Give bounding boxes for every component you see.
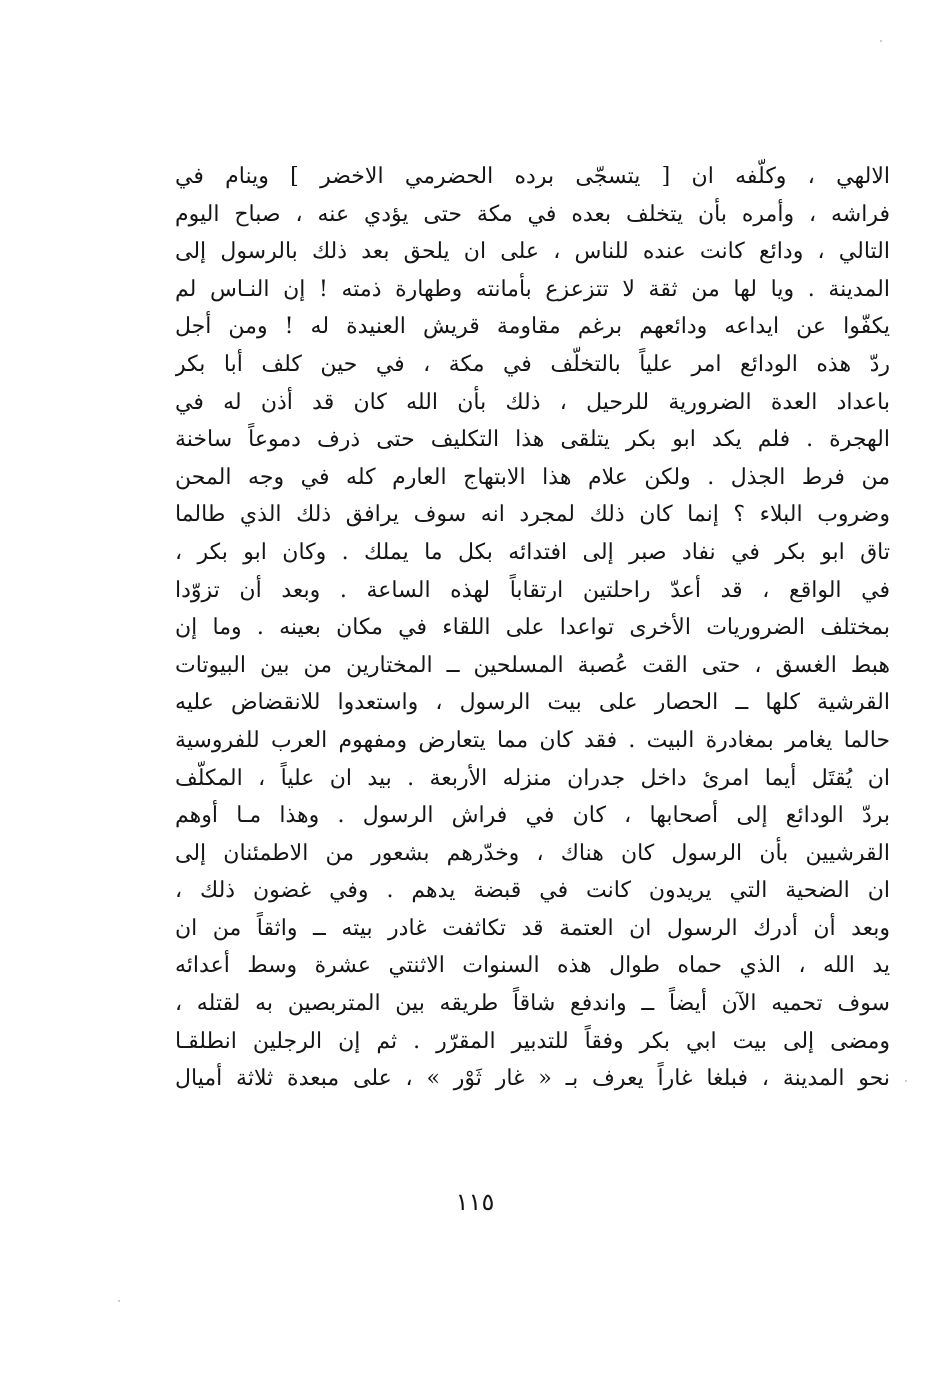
- scan-speck: [880, 40, 882, 42]
- text-line: ان يُقتَل أيما امرئ داخل جدران منزله الأربعة . بيد ان علياً ، المكلّف: [175, 765, 890, 791]
- text-line: وضروب البلاء ؟ إنما كان ذلك لمجرد انه سوف يرافق ذلك الذي طالما: [175, 502, 890, 528]
- scan-speck: [118, 1300, 120, 1302]
- text-line: سوف تحميه الآن أيضاً ــ واندفع شاقاً طريقه بين المتربصين به لقتله ،: [175, 991, 890, 1017]
- text-line: بمختلف الضروريات الأخرى تواعدا على اللقاء في مكان بعينه . وما إن: [175, 615, 890, 641]
- text-line: باعداد العدة الضرورية للرحيل ، ذلك بأن الله كان قد أذن له في: [175, 389, 890, 415]
- text-line: وبعد أن أدرك الرسول ان العتمة قد تكاثفت غادر بيته ــ واثقاً من ان: [175, 915, 890, 941]
- text-line: فراشه ، وأمره بأن يتخلف بعده في مكة حتى يؤدي عنه ، صباح اليوم: [175, 201, 890, 227]
- text-line: القرشيين بأن الرسول كان هناك ، وخدّرهم بشعور من الاطمئنان إلى: [175, 840, 890, 866]
- text-line: الهجرة . فلم يكد ابو بكر يتلقى هذا التكليف حتى ذرف دموعاً ساخنة: [175, 427, 890, 453]
- text-line: من فرط الجذل . ولكن علام هذا الابتهاج العارم كله في وجه المحن: [175, 464, 890, 490]
- text-line: ان الضحية التي يريدون كانت في قبضة يدهم . وفي غضون ذلك ،: [175, 878, 890, 904]
- text-line: الالهي ، وكلّفه ان [ يتسجّى برده الحضرمي الاخضر ] وينام في: [175, 164, 890, 189]
- text-line: القرشية كلها ــ الحصار على بيت الرسول ، واستعدوا للانقضاض عليه: [175, 690, 890, 716]
- text-line: بردّ الودائع إلى أصحابها ، كان في فراش الرسول . وهذا مـا أوهم: [175, 803, 890, 829]
- text-line: يكفّوا عن ايداعه ودائعهم برغم مقاومة قريش العنيدة له ! ومن أجل: [175, 314, 890, 340]
- text-line: هبط الغسق ، حتى القت عُصبة المسلحين ــ المختارين من بين البيوتات: [175, 652, 890, 678]
- text-line: نحو المدينة ، فبلغا غاراً يعرف بـ « غار ثَوْر » ، على مبعدة ثلاثة أميال: [175, 1066, 890, 1092]
- page-number: ١١٥: [455, 1188, 495, 1216]
- text-line: يد الله ، الذي حماه طوال هذه السنوات الاثنتي عشرة وسط أعدائه: [175, 953, 890, 979]
- text-line: ردّ هذه الودائع امر علياً بالتخلّف في مكة ، في حين كلف أبا بكر: [175, 351, 890, 377]
- text-line: التالي ، ودائع كانت عنده للناس ، على ان يلحق بعد ذلك بالرسول إلى: [175, 239, 890, 265]
- text-line: حالما يغامر بمغادرة البيت . فقد كان مما يتعارض ومفهوم العرب للفروسية: [175, 727, 890, 753]
- body-text: [175, 158, 890, 1098]
- text-line: في الواقع ، قد أعدّ راحلتين ارتقاباً لهذه الساعة . وبعد أن تزوّدا: [175, 577, 890, 603]
- text-line: ومضى إلى بيت ابي بكر وفقاً للتدبير المقرّر . ثم إن الرجلين انطلقـا: [175, 1028, 890, 1054]
- scan-speck: [905, 1080, 907, 1082]
- text-line: تاق ابو بكر في نفاد صبر إلى افتدائه بكل ما يملك . وكان ابو بكر ،: [175, 539, 890, 565]
- text-line: المدينة . ويا لها من ثقة لا تتزعزع بأمانته وطهارة ذمته ! إن النـاس لم: [175, 276, 890, 302]
